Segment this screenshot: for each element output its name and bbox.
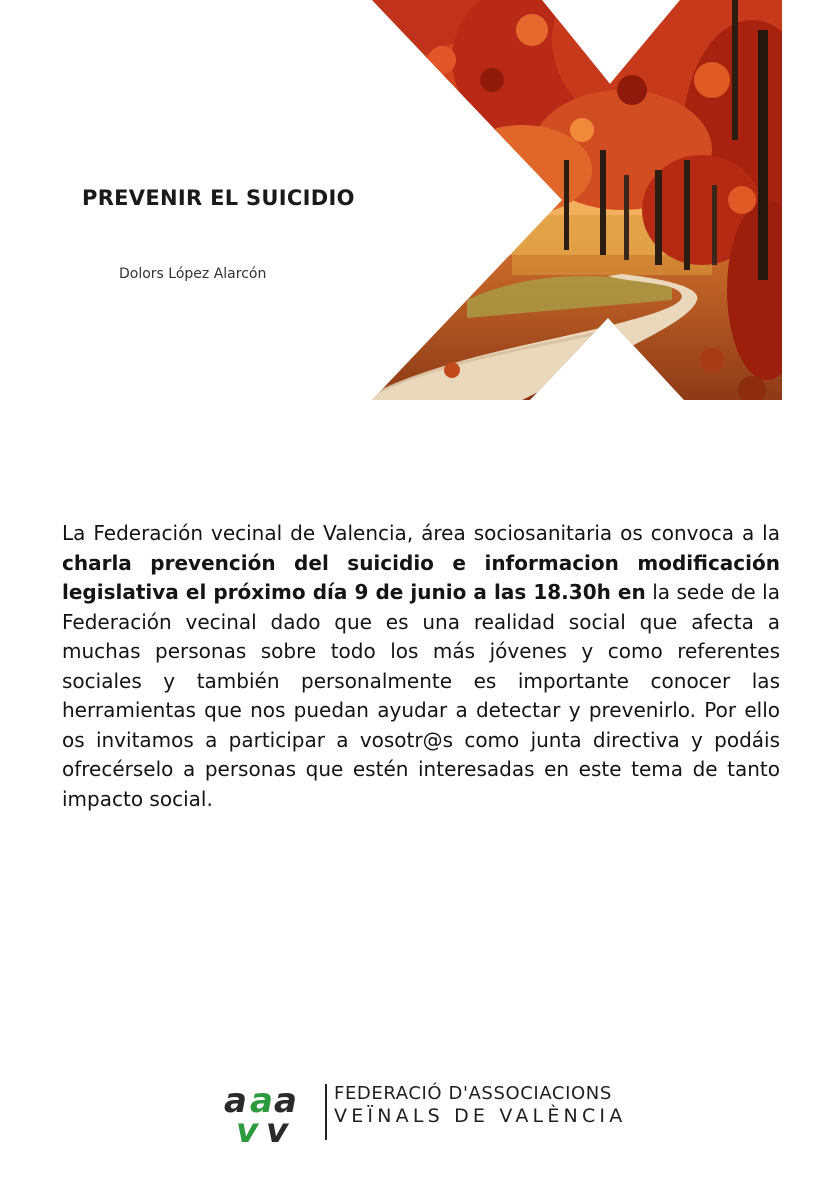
aavv-logo-icon xyxy=(222,1082,318,1144)
body-text xyxy=(62,519,780,814)
svg-text:v: v xyxy=(236,1111,259,1144)
body-rest: la sede de la Federación vecinal dado que es una realidad social que afecta a muchas personas sobre todo los más jóvenes y como referentes sociales y también personalmente es importante conocer las herramientas que nos puedan ayudar a detectar y prevenirlo. Por ello os invitamos a participar a vosotr@s como junta directiva y podáis ofrecérselo a personas que estén interesadas en este tema de tanto impacto social. xyxy=(62,580,780,811)
org-name-line-2: VEÏNALS DE VALÈNCIA xyxy=(334,1105,627,1127)
page-title: PREVENIR EL SUICIDIO xyxy=(82,186,355,210)
svg-text:a: a xyxy=(274,1082,297,1121)
logo-divider xyxy=(325,1084,327,1140)
svg-text:a: a xyxy=(224,1082,247,1121)
body-intro: La Federación vecinal de Valencia, área sociosanitaria os convoca a la xyxy=(62,521,780,545)
svg-text:a: a xyxy=(250,1082,273,1121)
org-name-line-1: FEDERACIÓ D'ASSOCIACIONS xyxy=(334,1083,612,1104)
autumn-forest-path-image xyxy=(372,0,782,400)
svg-text:v: v xyxy=(266,1111,289,1144)
body-emphasis: charla prevención del suicidio e informacion modificación legislativa el próximo día 9 de junio a las 18.30h en xyxy=(62,550,780,604)
author-name: Dolors López Alarcón xyxy=(119,266,267,282)
